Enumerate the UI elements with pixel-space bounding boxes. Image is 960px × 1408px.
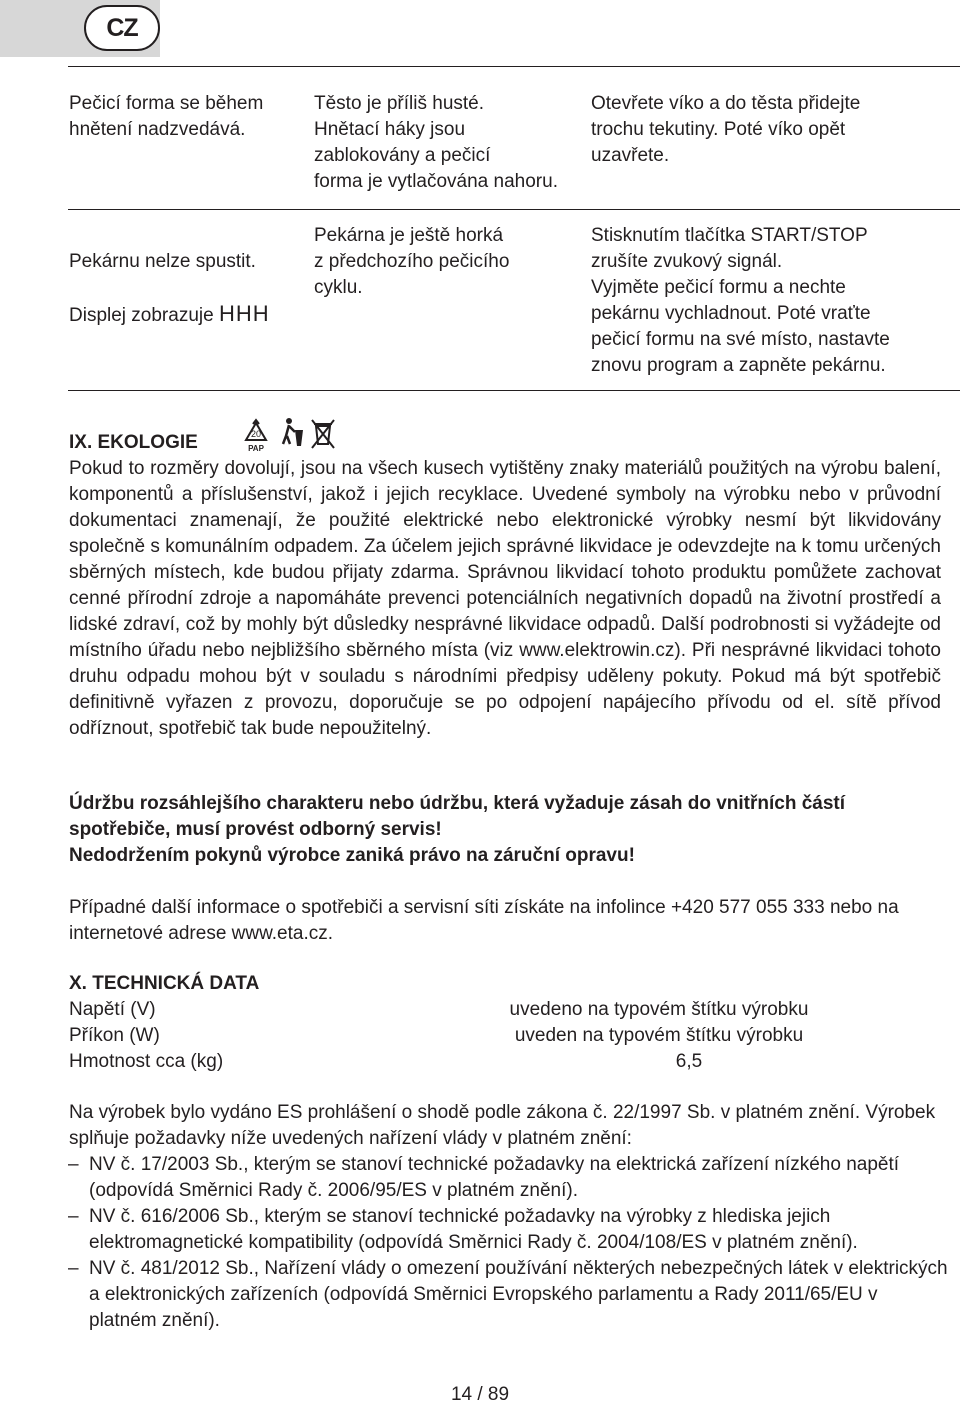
solution-cell: Stisknutím tlačítka START/STOP zrušíte zvukový signál. Vyjměte pečicí formu a nechte pekárnu vychladnout. Poté vraťte pečicí formu na své místo, nastavte znovu program a zapněte pekárnu. bbox=[591, 225, 890, 376]
list-dash: – bbox=[68, 1206, 79, 1227]
info-text: Případné další informace o spotřebiči a servisní síti získáte na infolince +420 577 055 333 nebo na internetové adrese www.eta.cz. bbox=[69, 897, 899, 944]
recycle-label: PAP bbox=[248, 444, 264, 453]
regulation-text: NV č. 481/2012 Sb., Nařízení vlády o omezení používání některých nebezpečných látek v elektrických a elektronických zařízeních (odpovídá Směrnici Evropského parlamentu a Rady 2011/65/EU v platném znění). bbox=[89, 1258, 948, 1331]
tech-label: Napětí (V) bbox=[69, 999, 156, 1020]
list-dash: – bbox=[68, 1154, 79, 1175]
warranty-warning-line: Nedodržením pokynů výrobce zaniká právo na záruční opravu! bbox=[69, 845, 635, 866]
service-warning bbox=[69, 791, 941, 869]
solution-cell: Otevřete víko a do těsta přidejte trochu tekutiny. Poté víko opět uzavřete. bbox=[591, 93, 861, 166]
problem-cell: Pečicí forma se během hnětení nadzvedává. bbox=[69, 93, 264, 140]
page-number: 14 / 89 bbox=[450, 1384, 510, 1405]
declaration-intro: Na výrobek bylo vydáno ES prohlášení o shodě podle zákona č. 22/1997 Sb. v platném znění. Výrobek splňuje požadavky níže uvedených nařízení vlády v platném znění: bbox=[69, 1102, 936, 1149]
tech-label: Příkon (W) bbox=[69, 1025, 160, 1046]
regulation-text: NV č. 616/2006 Sb., kterým se stanoví technické požadavky na výrobky z hlediska jejich elektromagnetické kompatibility (odpovídá Směrnici Rady č. 2004/108/ES v platném znění). bbox=[89, 1206, 858, 1253]
table-rule-middle bbox=[68, 209, 960, 210]
display-code: HHH bbox=[218, 301, 270, 326]
tech-value: uveden na typovém štítku výrobku bbox=[514, 1025, 804, 1046]
regulation-text: NV č. 17/2003 Sb., kterým se stanoví technické požadavky na elektrická zařízení nízkého napětí (odpovídá Směrnici Rady č. 2006/95/ES v platném znění). bbox=[89, 1154, 900, 1201]
problem-line bbox=[69, 301, 309, 329]
regulation-item bbox=[69, 1152, 949, 1204]
service-warning-line: Údržbu rozsáhlejšího charakteru nebo údržbu, která vyžaduje zásah do vnitřních částí spotřebiče, musí provést odborný servis! bbox=[69, 793, 846, 840]
technical-heading: X. TECHNICKÁ DATA bbox=[69, 973, 260, 994]
recycling-symbols bbox=[240, 412, 340, 454]
tech-value: 6,5 bbox=[675, 1051, 703, 1072]
cause-cell: Těsto je příliš husté. Hnětací háky jsou zablokovány a pečicí forma je vytlačována nahoru. bbox=[314, 93, 558, 192]
tech-value: uvedeno na typovém štítku výrobku bbox=[509, 999, 809, 1020]
table-rule-top bbox=[68, 66, 960, 67]
cause-cell: Pekárna je ještě horká z předchozího pečicího cyklu. bbox=[314, 225, 510, 298]
declaration bbox=[69, 1100, 949, 1334]
ecology-heading: IX. EKOLOGIE bbox=[69, 432, 198, 453]
problem-cell bbox=[69, 223, 309, 355]
tidy-man-icon bbox=[283, 418, 303, 446]
tech-label: Hmotnost cca (kg) bbox=[69, 1051, 224, 1072]
problem-line: Pekárnu nelze spustit. bbox=[69, 251, 256, 272]
regulation-item bbox=[69, 1256, 949, 1334]
regulation-item bbox=[69, 1204, 949, 1256]
language-badge: CZ bbox=[84, 5, 160, 51]
list-dash: – bbox=[68, 1258, 79, 1279]
recycle-icon bbox=[246, 420, 266, 453]
ecology-text: Pokud to rozměry dovolují, jsou na všech kusech vytištěny znaky materiálů použitých na výrobu balení, komponentů a příslušenství, jakož i jejich recyklace. Uvedené symboly na výrobku nebo v průvodní dokumentaci znamenají, že použité elektrické nebo elektronické výrobky nesmí být likvidovány společně s komunálním odpadem. Za účelem jejich správné likvidace je odevzdejte na k tomu určených sběrných místech, kde budou přijaty zdarma. Správnou likvidací tohoto produktu pomůžete zachovat cenné přírodní zdroje a napomáháte prevenci potenciálních negativních dopadů na životní prostředí a lidské zdraví, což by mohly být důsledky nesprávné likvidace odpadů. Další podrobnosti si vyžádejte od místního úřadu nebo nejbližšího sběrného místa (viz www.elektrowin.cz). Při nesprávné likvidaci tohoto druhu odpadu mohou být v souladu s národními předpisy uděleny pokuty. Pokud má být spotřebič definitivně vyřazen z provozu, doporučuje se po odpojení napájecího přívodu od el. sítě přívod odříznout, spotřebič tak bude nepoužitelný. bbox=[69, 458, 941, 739]
problem-text: Displej zobrazuje bbox=[69, 305, 219, 326]
crossed-bin-icon bbox=[312, 420, 334, 448]
table-rule-bottom bbox=[68, 390, 960, 391]
recycle-code: 20 bbox=[250, 429, 262, 439]
